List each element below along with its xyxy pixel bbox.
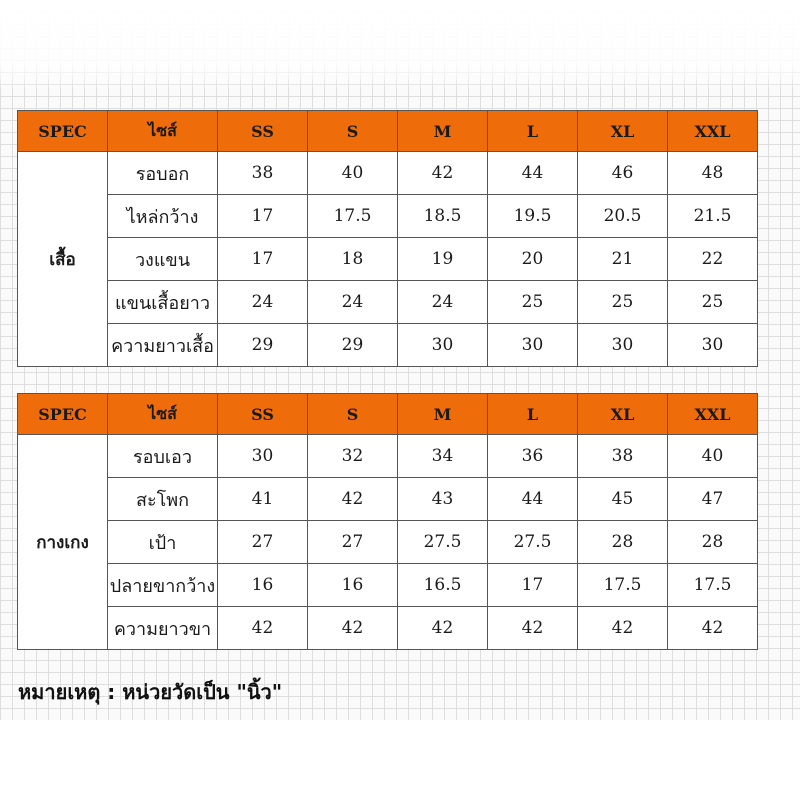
table-row xyxy=(18,238,758,281)
table-cell: 24 xyxy=(398,281,488,324)
table-cell: 16.5 xyxy=(398,564,488,607)
table-cell: 20 xyxy=(488,238,578,281)
table-cell: 17.5 xyxy=(308,195,398,238)
table-cell: 38 xyxy=(578,435,668,478)
table-cell: 42 xyxy=(668,607,758,650)
table-cell: 17 xyxy=(488,564,578,607)
row-label: รอบอก xyxy=(108,152,218,195)
table-cell: 17.5 xyxy=(668,564,758,607)
table-row xyxy=(18,478,758,521)
table-cell: 42 xyxy=(308,478,398,521)
header-xl: XL xyxy=(578,394,668,435)
table-cell: 42 xyxy=(578,607,668,650)
table-cell: 25 xyxy=(668,281,758,324)
header-size-label: ไซส์ xyxy=(108,394,218,435)
table-cell: 30 xyxy=(578,324,668,367)
header-l: L xyxy=(488,394,578,435)
header-s: S xyxy=(308,111,398,152)
table-cell: 43 xyxy=(398,478,488,521)
row-label: แขนเสื้อยาว xyxy=(108,281,218,324)
footnote: หมายเหตุ : หน่วยวัดเป็น "นิ้ว" xyxy=(18,680,283,704)
table-cell: 28 xyxy=(668,521,758,564)
table-cell: 27 xyxy=(308,521,398,564)
header-ss: SS xyxy=(218,394,308,435)
row-label: ไหล่กว้าง xyxy=(108,195,218,238)
table-cell: 22 xyxy=(668,238,758,281)
shirt-size-table xyxy=(17,110,758,367)
table-cell: 17 xyxy=(218,195,308,238)
table-cell: 27.5 xyxy=(488,521,578,564)
row-label: สะโพก xyxy=(108,478,218,521)
table-cell: 25 xyxy=(578,281,668,324)
table-row xyxy=(18,435,758,478)
table-cell: 18.5 xyxy=(398,195,488,238)
header-spec: SPEC xyxy=(18,111,108,152)
table-cell: 41 xyxy=(218,478,308,521)
bottom-area xyxy=(0,720,800,800)
table-cell: 30 xyxy=(398,324,488,367)
table-cell: 45 xyxy=(578,478,668,521)
table-cell: 42 xyxy=(488,607,578,650)
table-cell: 20.5 xyxy=(578,195,668,238)
table-cell: 34 xyxy=(398,435,488,478)
table-cell: 42 xyxy=(398,607,488,650)
header-s: S xyxy=(308,394,398,435)
table-cell: 29 xyxy=(218,324,308,367)
table-cell: 28 xyxy=(578,521,668,564)
table-cell: 29 xyxy=(308,324,398,367)
table-cell: 30 xyxy=(218,435,308,478)
table-cell: 21.5 xyxy=(668,195,758,238)
table-row xyxy=(18,324,758,367)
table-cell: 25 xyxy=(488,281,578,324)
group-label-shirt: เสื้อ xyxy=(18,152,108,367)
table-cell: 32 xyxy=(308,435,398,478)
row-label: ความยาวเสื้อ xyxy=(108,324,218,367)
table-cell: 30 xyxy=(668,324,758,367)
table-cell: 42 xyxy=(218,607,308,650)
table-cell: 46 xyxy=(578,152,668,195)
table-row xyxy=(18,152,758,195)
table-cell: 47 xyxy=(668,478,758,521)
row-label: ความยาวขา xyxy=(108,607,218,650)
table-row xyxy=(18,521,758,564)
group-label-pants: กางเกง xyxy=(18,435,108,650)
table-row xyxy=(18,564,758,607)
table-cell: 42 xyxy=(398,152,488,195)
table-cell: 24 xyxy=(218,281,308,324)
table-cell: 17 xyxy=(218,238,308,281)
table-header-row xyxy=(18,394,758,435)
header-spec: SPEC xyxy=(18,394,108,435)
table-cell: 44 xyxy=(488,478,578,521)
table-cell: 19.5 xyxy=(488,195,578,238)
header-m: M xyxy=(398,111,488,152)
row-label: เป้า xyxy=(108,521,218,564)
table-cell: 27 xyxy=(218,521,308,564)
table-cell: 17.5 xyxy=(578,564,668,607)
pants-size-table xyxy=(17,393,758,650)
table-cell: 40 xyxy=(308,152,398,195)
table-cell: 40 xyxy=(668,435,758,478)
header-xl: XL xyxy=(578,111,668,152)
table-cell: 21 xyxy=(578,238,668,281)
header-xxl: XXL xyxy=(668,111,758,152)
table-header-row xyxy=(18,111,758,152)
row-label: รอบเอว xyxy=(108,435,218,478)
table-row xyxy=(18,195,758,238)
table-cell: 44 xyxy=(488,152,578,195)
table-cell: 27.5 xyxy=(398,521,488,564)
table-row xyxy=(18,281,758,324)
header-ss: SS xyxy=(218,111,308,152)
header-size-label: ไซส์ xyxy=(108,111,218,152)
table-cell: 38 xyxy=(218,152,308,195)
top-fade xyxy=(0,0,800,92)
table-cell: 19 xyxy=(398,238,488,281)
table-cell: 16 xyxy=(218,564,308,607)
table-cell: 16 xyxy=(308,564,398,607)
table-cell: 48 xyxy=(668,152,758,195)
table-cell: 42 xyxy=(308,607,398,650)
row-label: ปลายขากว้าง xyxy=(108,564,218,607)
row-label: วงแขน xyxy=(108,238,218,281)
table-row xyxy=(18,607,758,650)
header-m: M xyxy=(398,394,488,435)
table-cell: 24 xyxy=(308,281,398,324)
header-xxl: XXL xyxy=(668,394,758,435)
table-cell: 30 xyxy=(488,324,578,367)
table-cell: 18 xyxy=(308,238,398,281)
header-l: L xyxy=(488,111,578,152)
table-cell: 36 xyxy=(488,435,578,478)
